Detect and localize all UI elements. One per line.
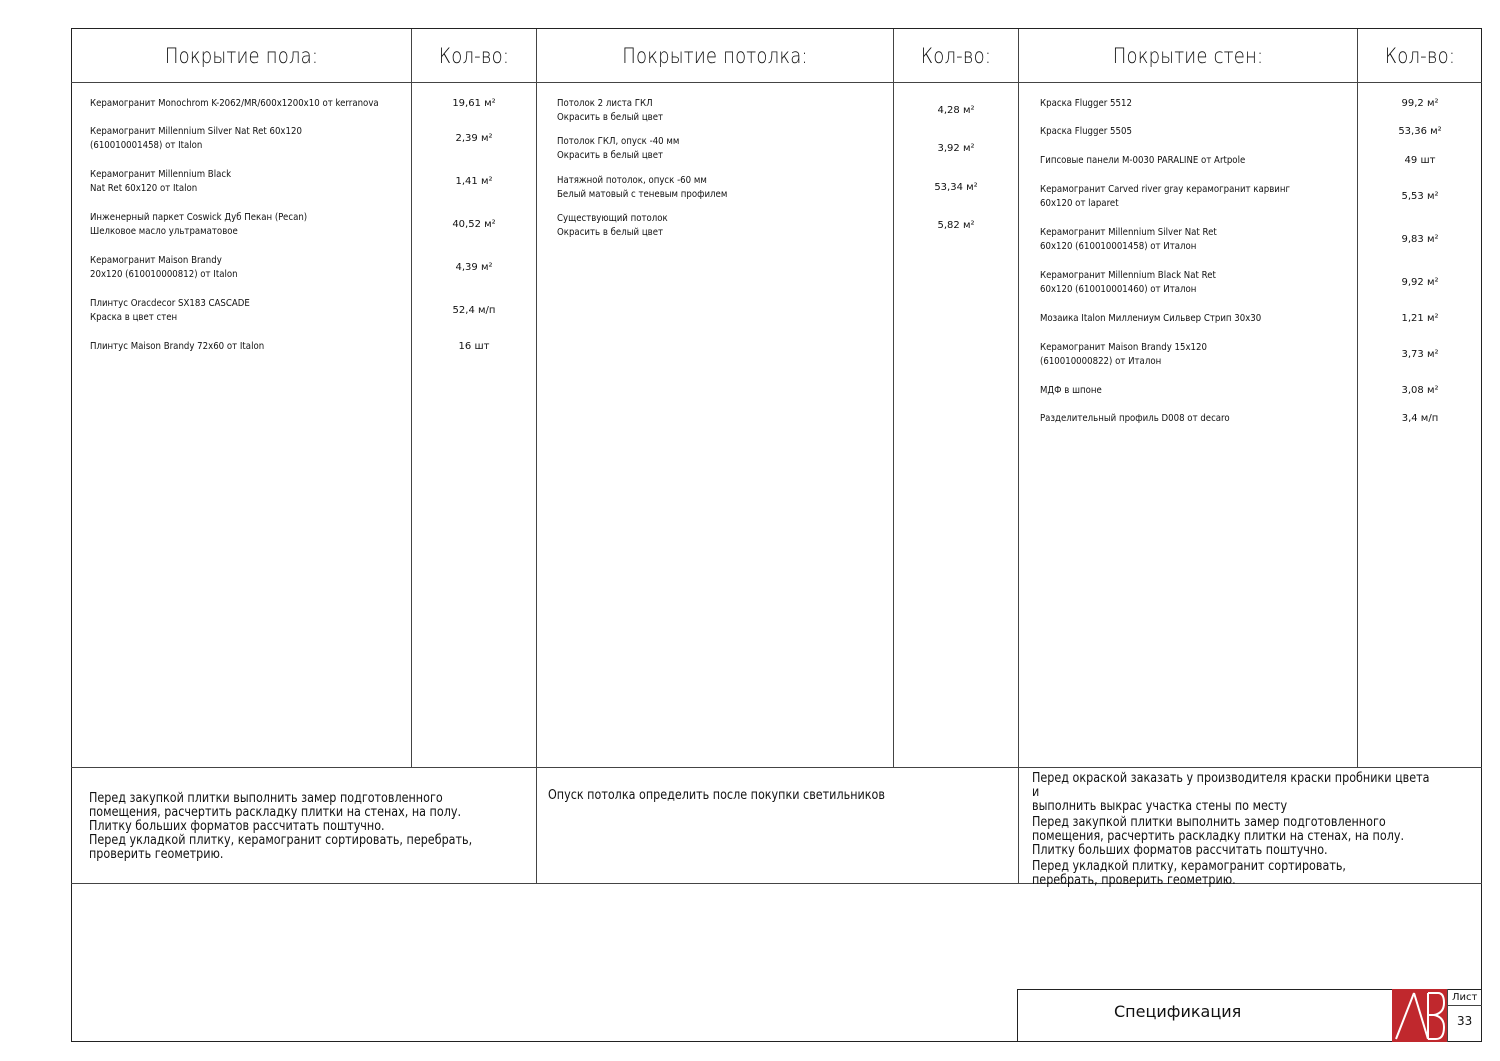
sheet-number: 33 — [1457, 1014, 1473, 1028]
walls-item-qty: 53,36 м² — [1398, 126, 1442, 137]
ceiling-qty-header: Кол-во: — [920, 43, 992, 68]
ceiling-item: Существующий потолок Окрасить в белый цвет — [557, 213, 668, 238]
walls-item: Керамогранит Millennium Silver Nat Ret 60x120 (610010001458) от Италон — [1040, 227, 1217, 252]
sheet-label: Лист — [1452, 992, 1478, 1003]
ceiling-item: Натяжной потолок, опуск -60 мм Белый матовый с теневым профилем — [557, 175, 728, 200]
walls-item-qty: 9,83 м² — [1401, 234, 1439, 245]
floor-item-qty: 19,61 м² — [452, 98, 496, 109]
walls-item: Керамогранит Maison Brandy 15x120 (610010000822) от Италон — [1040, 342, 1207, 367]
walls-header: Покрытие стен: — [1112, 43, 1264, 68]
ceiling-header: Покрытие потолка: — [622, 43, 808, 68]
floor-item: Керамогранит Millennium Silver Nat Ret 60x120 (610010001458) от Italon — [90, 126, 302, 151]
ceiling-item-qty: 4,28 м² — [937, 105, 975, 116]
walls-item-qty: 9,92 м² — [1401, 277, 1439, 288]
walls-item-qty: 49 шт — [1404, 155, 1436, 166]
floor-item: Керамогранит Monochrom K-2062/MR/600x1200x10 от kerranova — [90, 98, 379, 109]
stamp-divider — [1447, 989, 1448, 1042]
col-divider — [536, 29, 537, 883]
col-divider — [1357, 29, 1358, 767]
walls-item: Мозаика Italon Миллениум Сильвер Стрип 30x30 — [1040, 313, 1262, 324]
walls-item: Керамогранит Millennium Black Nat Ret 60x120 (610010001460) от Италон — [1040, 270, 1216, 295]
walls-item: Краска Flugger 5505 — [1040, 126, 1132, 137]
header-divider — [71, 82, 1482, 83]
ceiling-item-qty: 5,82 м² — [937, 220, 975, 231]
ceiling-item: Потолок ГКЛ, опуск -40 мм Окрасить в белый цвет — [557, 136, 680, 161]
floor-item: Плинтус Oracdecor SX183 CASCADE Краска в цвет стен — [90, 298, 250, 323]
floor-item-qty: 4,39 м² — [455, 262, 493, 273]
walls-item-qty: 3,73 м² — [1401, 349, 1439, 360]
logo-background — [1392, 989, 1447, 1042]
logo-mark — [1392, 989, 1447, 1042]
col-divider — [1018, 29, 1019, 883]
ceiling-note: Опуск потолка определить после покупки светильников — [548, 788, 885, 803]
walls-item-qty: 5,53 м² — [1401, 191, 1439, 202]
floor-qty-header: Кол-во: — [438, 43, 510, 68]
floor-item-qty: 1,41 м² — [455, 176, 493, 187]
drawing-frame — [71, 28, 1482, 1042]
walls-item: Разделительный профиль D008 от decaro — [1040, 413, 1230, 424]
sheet-title: Спецификация — [1114, 1002, 1242, 1021]
walls-item-qty: 3,4 м/п — [1401, 413, 1439, 424]
floor-item: Керамогранит Maison Brandy 20x120 (610010000812) от Italon — [90, 255, 238, 280]
floor-item-qty: 40,52 м² — [452, 219, 496, 230]
walls-item: Краска Flugger 5512 — [1040, 98, 1132, 109]
notes-divider — [71, 767, 1482, 768]
walls-note: Перед окраской заказать у производителя краски пробники цвета и выполнить выкрас участка стены по месту Перед закупкой плитки выполнить замер подготовленного помещения, расчертить раскладку плитки на стенах, на полу. Плитку больших форматов рассчитать поштучно. Перед укладкой плитку, керамогранит сортировать, перебрать, проверить геометрию. — [1032, 771, 1430, 888]
floor-item: Инженерный паркет Coswick Дуб Пекан (Pecan) Шелковое масло ультраматовое — [90, 212, 308, 237]
floor-item: Керамогранит Millennium Black Nat Ret 60x120 от Italon — [90, 169, 232, 194]
col-divider — [893, 29, 894, 767]
floor-item-qty: 52,4 м/п — [452, 305, 496, 316]
ceiling-item-qty: 3,92 м² — [937, 143, 975, 154]
walls-item: Гипсовые панели M-0030 PARALINE от Artpole — [1040, 155, 1246, 166]
floor-header: Покрытие пола: — [164, 43, 319, 68]
floor-note: Перед закупкой плитки выполнить замер подготовленного помещения, расчертить раскладку плитки на стенах, на полу. Плитку больших форматов рассчитать поштучно. Перед укладкой плитку, керамогранит сортировать, перебрать, проверить геометрию. — [89, 791, 473, 862]
floor-item-qty: 16 шт — [458, 341, 490, 352]
walls-item: Керамогранит Carved river gray керамогранит карвинг 60x120 от laparet — [1040, 184, 1291, 209]
walls-item-qty: 1,21 м² — [1401, 313, 1439, 324]
stamp-divider — [1447, 1005, 1482, 1006]
ceiling-item-qty: 53,34 м² — [934, 182, 978, 193]
walls-item-qty: 99,2 м² — [1401, 98, 1439, 109]
ceiling-item: Потолок 2 листа ГКЛ Окрасить в белый цвет — [557, 98, 664, 123]
walls-qty-header: Кол-во: — [1384, 43, 1456, 68]
walls-item-qty: 3,08 м² — [1401, 385, 1439, 396]
walls-item: МДФ в шпоне — [1040, 385, 1102, 396]
floor-item-qty: 2,39 м² — [455, 133, 493, 144]
floor-item: Плинтус Maison Brandy 72x60 от Italon — [90, 341, 265, 352]
